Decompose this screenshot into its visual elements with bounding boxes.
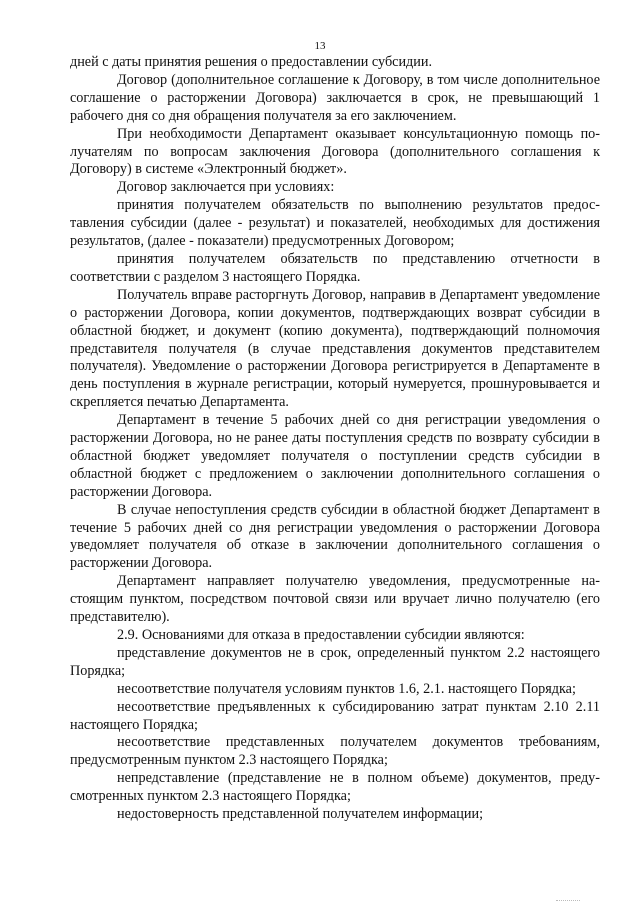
paragraph: несоответствие представленных получателем документов требованиям, предусмотренным пунктом 2.3 настоящего Порядка; — [70, 734, 600, 769]
paragraph: Департамент направляет получателю уведомления, предусмотренные настоящим пунктом, посредством почтовой связи или вручает лично получателю (его представителю). — [70, 573, 600, 626]
paragraph: Договор заключается при условиях: — [117, 179, 335, 196]
corner-mark — [570, 0, 590, 4]
paragraph: представление документов не в срок, определенный пунктом 2.2 настоящего Порядка; — [70, 644, 600, 679]
paragraph: В случае непоступления средств субсидии в областной бюджет Департамент в течение 5 рабочих дней со дня регистрации уведомления о расторжении Договора уведомляет получателя об отказе в заключении дополнительного соглашения о расторжении Договора. — [70, 501, 600, 572]
paragraph: При необходимости Департамент оказывает консультационную помощь получателям по вопросам заключения Договора (дополнительного соглашения к Договору) в системе «Электронный бюджет». — [70, 125, 600, 178]
paragraph: несоответствие получателя условиям пунктов 1.6, 2.1. настоящего Порядка; — [117, 680, 576, 697]
paragraph: Получатель вправе расторгнуть Договор, направив в Департамент уведомление о расторжении Договора, копии документов, подтверждающих возврат субсидии в областной бюджет, и документ (копию документа), подтверждающий полномочия представителя получателя (в случае представления документов представителем получателя). Уведомление о расторжении Договора регистрируется в Департаменте в день поступления в журнале регистрации, который нумеруется, прошнуровывается и скрепляется печатью Департамента. — [70, 286, 600, 411]
paragraph: недостоверность представленной получателем информации; — [117, 806, 484, 823]
paragraph: 2.9. Основаниями для отказа в предоставлении субсидии являются: — [117, 627, 525, 643]
paragraph: принятия получателем обязательств по представлению отчетности в соответствии с разделом 3 настоящего Порядка. — [70, 250, 600, 285]
paragraph: несоответствие предъявленных к субсидированию затрат пунктам 2.10 2.11 настоящего Порядка; — [70, 698, 600, 733]
paragraph: дней с даты принятия решения о предоставлении субсидии. — [70, 54, 433, 70]
paragraph: Департамент в течение 5 рабочих дней со дня регистрации уведомления о расторжении Договора, но не ранее даты поступления средств по возврату субсидии в областной бюджет уведомляет получателя о поступлении средств субсидии в областной бюджет с предложением о заключении дополнительного соглашения о расторжении Договора. — [70, 412, 600, 500]
paragraph: Договор (дополнительное соглашение к Договору, в том числе дополнительное соглашение о расторжении Договора) заключается в срок, не превышающий 1 рабочего дня со дня обращения получателя за его заключением. — [70, 71, 600, 124]
paragraph: непредставление (представление не в полном объеме) документов, предусмотренных пунктом 2.3 настоящего Порядка; — [70, 770, 600, 805]
document-body — [70, 54, 600, 824]
paragraph: принятия получателем обязательств по выполнению результатов предоставления субсидии (далее - результат) и показателей, необходимых для достижения результатов, (далее - показатели) предусмотренных Договором; — [70, 197, 600, 250]
bottom-mark — [556, 900, 580, 905]
page-number: 13 — [314, 40, 326, 52]
